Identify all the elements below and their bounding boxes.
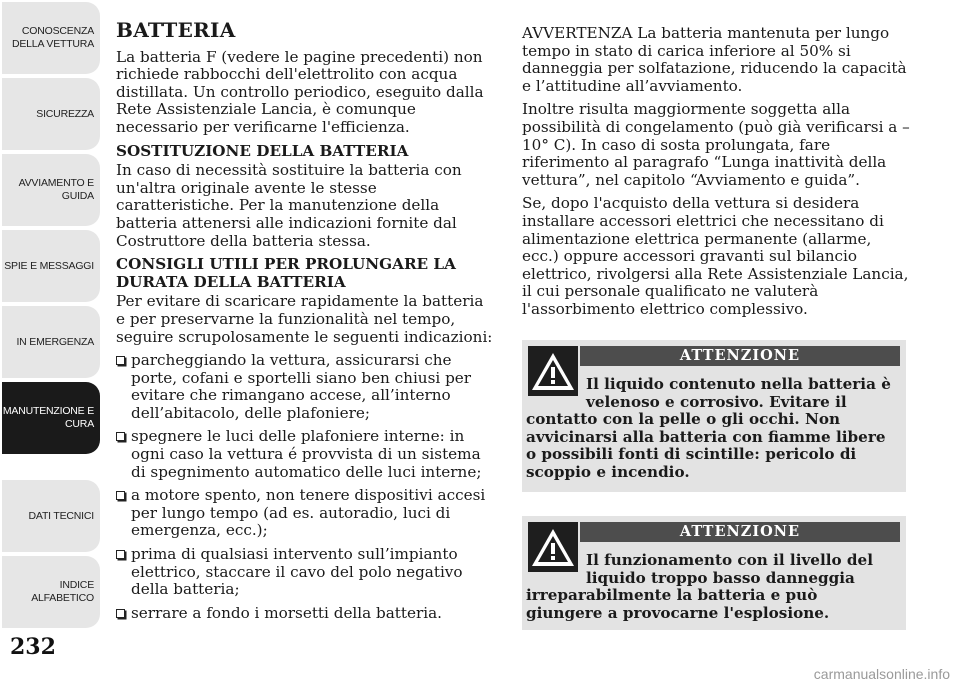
tab-manutenzione-e-cura[interactable] — [2, 382, 100, 454]
checkbox-bullet-icon — [116, 609, 125, 618]
paragraph-consigli: Per evitare di scaricare rapidamente la batteria e per preservarne la funzionalità nel tempo, seguire scrupolosamente le seguenti indicazioni: — [116, 292, 493, 346]
tab-label: CONOSCENZA DELLA VETTURA — [11, 25, 94, 50]
warning-box — [522, 516, 906, 630]
tab-avviamento-e-guida[interactable] — [2, 154, 100, 226]
right-column — [522, 25, 910, 325]
warning-box — [522, 340, 906, 492]
tab-conoscenza-della-vettura[interactable] — [2, 2, 100, 74]
tips-list — [116, 352, 496, 622]
list-item: spegnere le luci delle plafoniere interne: in ogni caso la vettura é provvista di un sistema di spegnimento automatico delle luci interne; — [116, 428, 496, 481]
warning-text: Il funzionamento con il livello del liquido troppo basso danneggia irreparabilmente la batteria e può giungere a provocarne l'esplosione. — [526, 551, 873, 622]
tab-indice-alfabetico[interactable] — [2, 556, 100, 628]
checkbox-bullet-icon — [116, 491, 125, 500]
list-item: prima di qualsiasi intervento sull’impianto elettrico, staccare il cavo del polo negativo della batteria; — [116, 546, 496, 599]
tab-label: MANUTENZIONE E CURA — [2, 405, 94, 430]
tab-label: IN EMERGENZA — [16, 335, 94, 348]
subheading-consigli: CONSIGLI UTILI PER PROLUNGARE LA DURATA DELLA BATTERIA — [116, 255, 456, 291]
tab-label: SPIE E MESSAGGI — [4, 259, 94, 272]
checkbox-bullet-icon — [116, 356, 125, 365]
list-item: a motore spento, non tenere dispositivi accesi per lungo tempo (ad es. autoradio, luci di emergenza, ecc.); — [116, 487, 496, 540]
congelamento-paragraph: Inoltre risulta maggiormente soggetta alla possibilità di congelamento (può già verificarsi a –10° C). In caso di sosta prolungata, fare riferimento al paragrafo “Lunga inattività della vettura”, nel capitolo “Avviamento e guida”. — [522, 100, 910, 189]
checkbox-bullet-icon — [116, 550, 125, 559]
checkbox-bullet-icon — [116, 432, 125, 441]
paragraph-sostituzione: In caso di necessità sostituire la batteria con un'altra originale avente le stesse caratteristiche. Per la manutenzione della batteria attenersi alle indicazioni fornite dal Costruttore della batteria stessa. — [116, 161, 462, 250]
left-column — [116, 18, 496, 628]
tab-dati-tecnici[interactable] — [2, 480, 100, 552]
tab-label: INDICE ALFABETICO — [31, 579, 94, 604]
accessori-paragraph: Se, dopo l'acquisto della vettura si desidera installare accessori elettrici che necessitano di alimentazione elettrica permanente (allarme, ecc.) oppure accessori gravanti sul bilancio elettrico, rivolgersi alla Rete Assistenziale Lancia, il cui personale qualificato ne valuterà l'assorbimento elettrico complessivo. — [522, 194, 909, 318]
tab-sicurezza[interactable] — [2, 78, 100, 150]
avvertenza-paragraph: AVVERTENZA La batteria mantenuta per lungo tempo in stato di carica inferiore al 50% si danneggia per solfatazione, riducendo la capacità e l’attitudine all’avviamento. — [522, 24, 907, 95]
warning-banner: ATTENZIONE — [580, 522, 900, 542]
tab-label: DATI TECNICI — [28, 509, 94, 522]
watermark: carmanualsonline.info — [813, 666, 950, 682]
subheading-sostituzione: SOSTITUZIONE DELLA BATTERIA — [116, 141, 409, 160]
tab-spie-e-messaggi[interactable] — [2, 230, 100, 302]
section-title: BATTERIA — [116, 18, 236, 42]
warning-banner: ATTENZIONE — [580, 346, 900, 366]
warning-text: Il liquido contenuto nella batteria è velenoso e corrosivo. Evitare il contatto con la pelle o gli occhi. Non avvicinarsi alla batteria con fiamme libere o possibili fonti di scintille: pericolo di scoppio e incendio. — [526, 375, 891, 481]
list-item: serrare a fondo i morsetti della batteria. — [116, 605, 496, 623]
tab-label: AVVIAMENTO E GUIDA — [18, 177, 94, 202]
page-number: 232 — [10, 634, 56, 660]
intro-paragraph: La batteria F (vedere le pagine precedenti) non richiede rabbocchi dell'elettrolito con acqua distillata. Un controllo periodico, eseguito dalla Rete Assistenziale Lancia, è comunque necessario per verificarne l'efficienza. — [116, 47, 484, 136]
list-item: parcheggiando la vettura, assicurarsi che porte, cofani e sportelli siano ben chiusi per evitare che rimangano accese, all’interno dell’abitacolo, delle plafoniere; — [116, 352, 496, 422]
chapter-sidebar — [0, 0, 100, 630]
tab-label: SICUREZZA — [36, 107, 94, 120]
tab-in-emergenza[interactable] — [2, 306, 100, 378]
